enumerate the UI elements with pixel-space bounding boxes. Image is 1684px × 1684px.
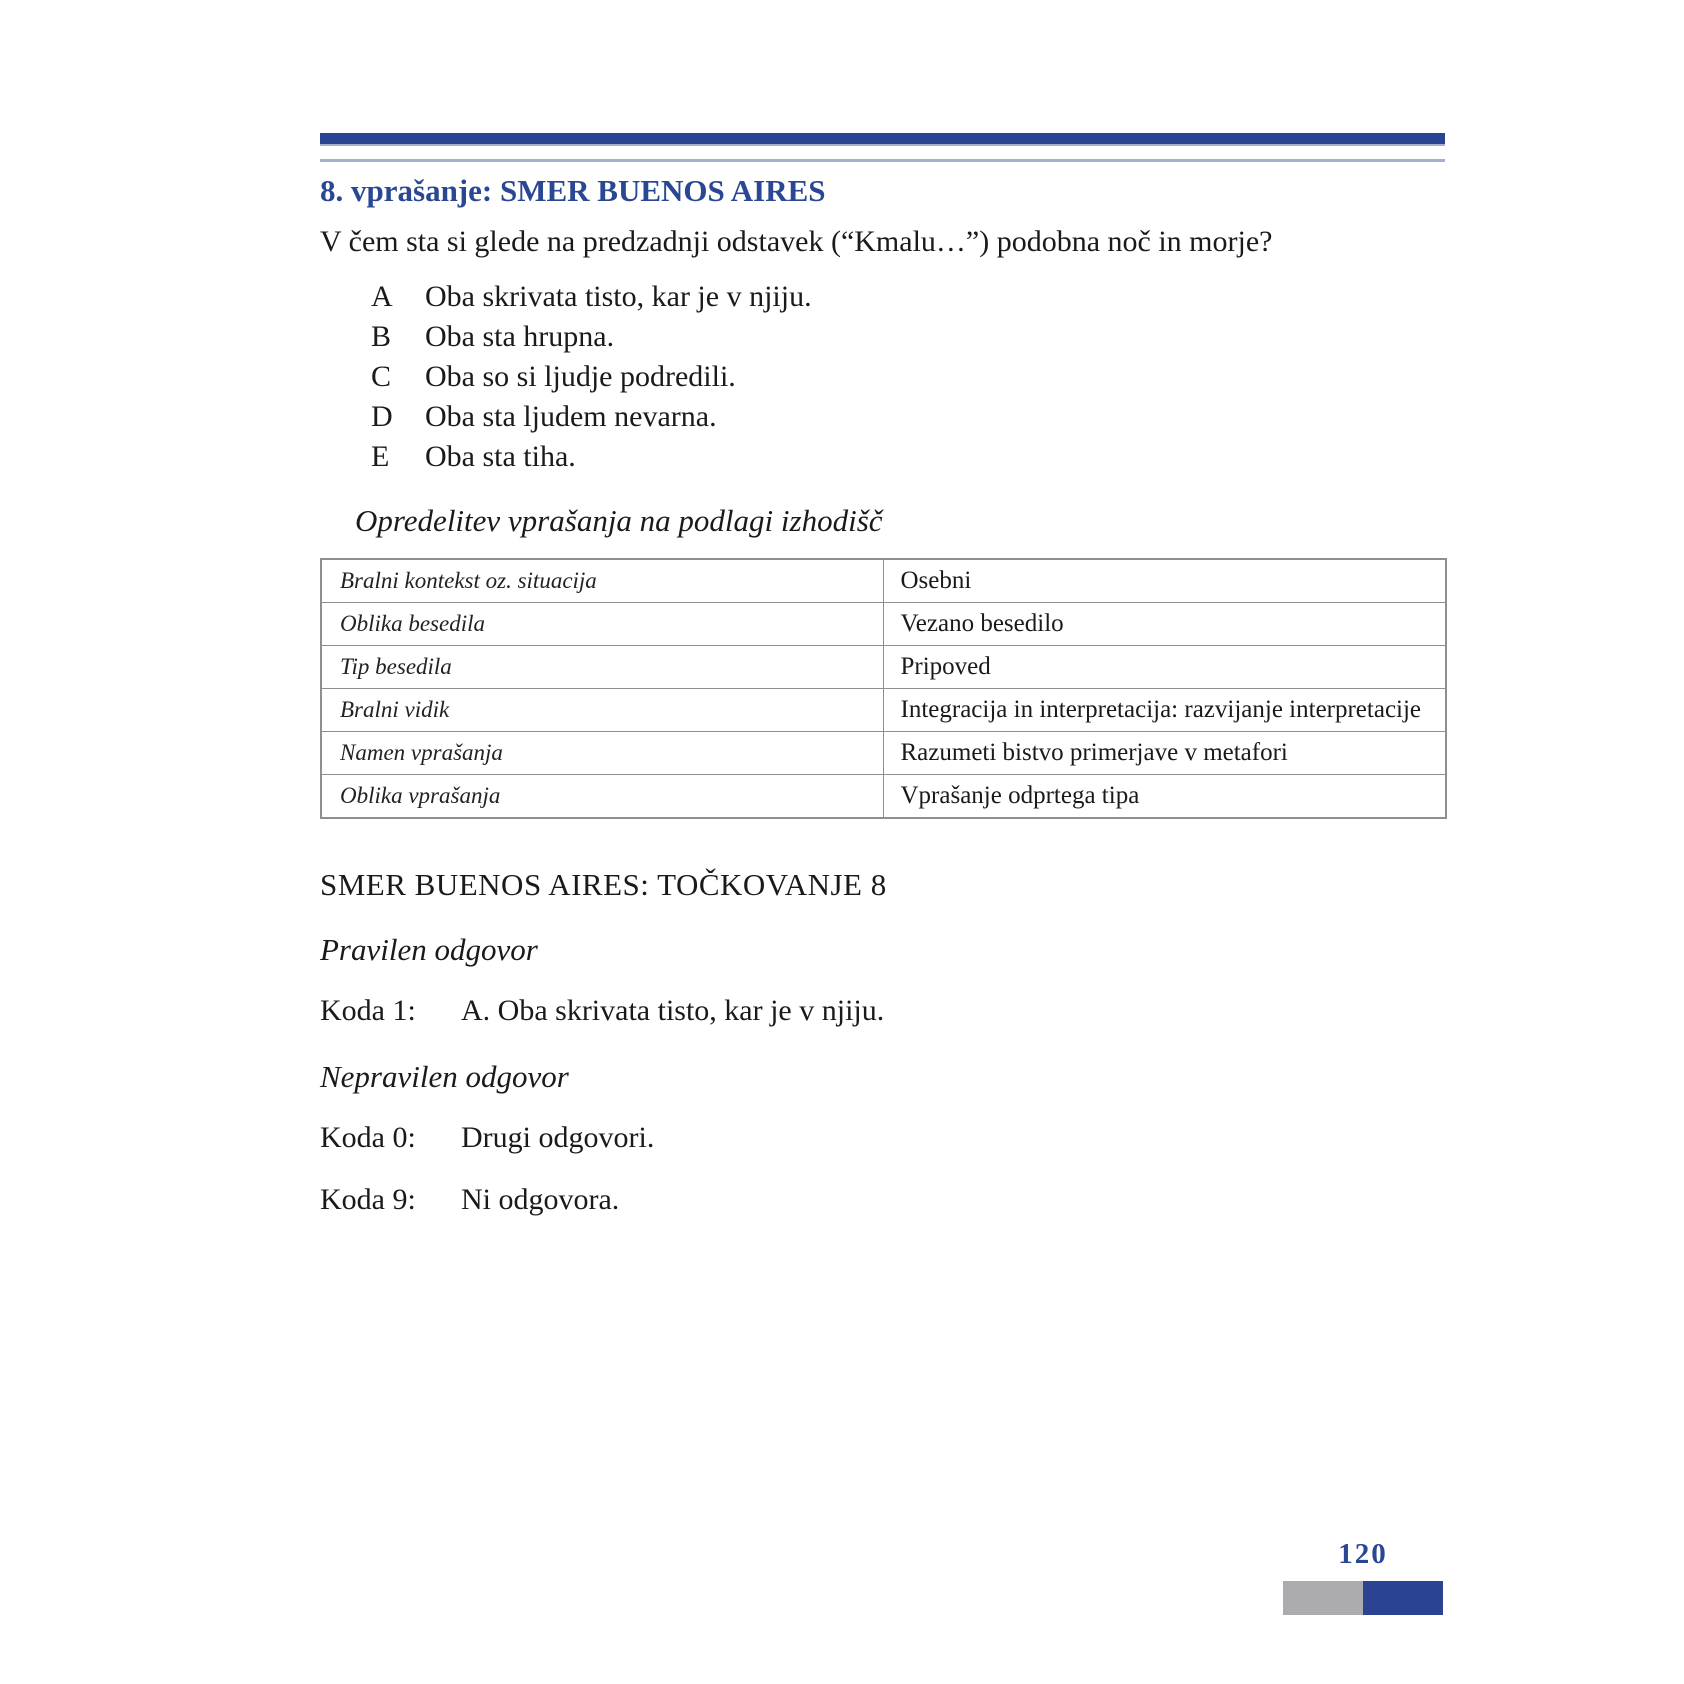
option-text: Oba so si ljudje podredili. xyxy=(425,360,736,393)
answer-option xyxy=(320,357,1445,397)
option-letter: D xyxy=(371,400,393,433)
header-divider-rule xyxy=(320,159,1445,162)
table-row xyxy=(322,774,1445,817)
code-text: Ni odgovora. xyxy=(461,1183,620,1216)
code-text: A. Oba skrivata tisto, kar je v njiju. xyxy=(461,994,885,1027)
code-label: Koda 1: xyxy=(320,994,416,1027)
correct-answer-heading: Pravilen odgovor xyxy=(320,932,538,967)
page-content xyxy=(320,133,1445,1219)
code-label: Koda 0: xyxy=(320,1121,416,1154)
option-text: Oba sta tiha. xyxy=(425,440,576,473)
answer-option xyxy=(320,317,1445,357)
answer-option xyxy=(320,277,1445,317)
table-row-value: Osebni xyxy=(900,567,972,594)
table-row-value: Razumeti bistvo primerjave v metafori xyxy=(900,739,1288,766)
answer-option xyxy=(320,437,1445,477)
code-row xyxy=(320,1181,1445,1219)
answer-options-list xyxy=(320,277,1445,477)
option-letter: C xyxy=(371,360,392,393)
code-row xyxy=(320,992,1445,1030)
table-row-value: Vezano besedilo xyxy=(900,610,1064,637)
table-row xyxy=(322,731,1445,774)
definition-heading: Opredelitev vprašanja na podlagi izhodišč xyxy=(355,503,883,538)
table-row-label: Oblika besedila xyxy=(322,603,884,645)
footer-blue-bar xyxy=(1363,1581,1443,1615)
table-row-label: Namen vprašanja xyxy=(322,732,884,774)
question-text: V čem sta si glede na predzadnji odstavek (“Kmalu…”) podobna noč in morje? xyxy=(320,225,1273,258)
table-row xyxy=(322,645,1445,688)
table-row-label: Oblika vprašanja xyxy=(322,775,884,817)
option-letter: A xyxy=(371,280,393,313)
footer-color-bars xyxy=(1283,1581,1443,1615)
footer-gray-bar xyxy=(1283,1581,1363,1615)
scoring-heading: SMER BUENOS AIRES: TOČKOVANJE 8 xyxy=(320,867,887,902)
option-letter: E xyxy=(371,440,390,473)
table-row-value: Vprašanje odprtega tipa xyxy=(900,782,1140,809)
table-row-label: Bralni kontekst oz. situacija xyxy=(322,560,884,602)
definition-table xyxy=(320,558,1447,819)
question-heading: 8. vprašanje: SMER BUENOS AIRES xyxy=(320,173,826,208)
table-row xyxy=(322,602,1445,645)
code-text: Drugi odgovori. xyxy=(461,1121,655,1154)
table-row xyxy=(322,560,1445,602)
table-row xyxy=(322,688,1445,731)
option-letter: B xyxy=(371,320,392,353)
page-number: 120 xyxy=(1338,1538,1388,1570)
code-label: Koda 9: xyxy=(320,1183,416,1216)
option-text: Oba sta hrupna. xyxy=(425,320,615,353)
table-row-label: Bralni vidik xyxy=(322,689,884,731)
incorrect-answer-heading: Nepravilen odgovor xyxy=(320,1059,569,1094)
answer-option xyxy=(320,397,1445,437)
header-accent-bar xyxy=(320,133,1445,146)
code-row xyxy=(320,1119,1445,1157)
option-text: Oba sta ljudem nevarna. xyxy=(425,400,717,433)
table-row-value: Pripoved xyxy=(900,653,991,680)
table-row-label: Tip besedila xyxy=(322,646,884,688)
table-row-value: Integracija in interpretacija: razvijanje interpretacije xyxy=(900,696,1422,723)
option-text: Oba skrivata tisto, kar je v njiju. xyxy=(425,280,812,313)
